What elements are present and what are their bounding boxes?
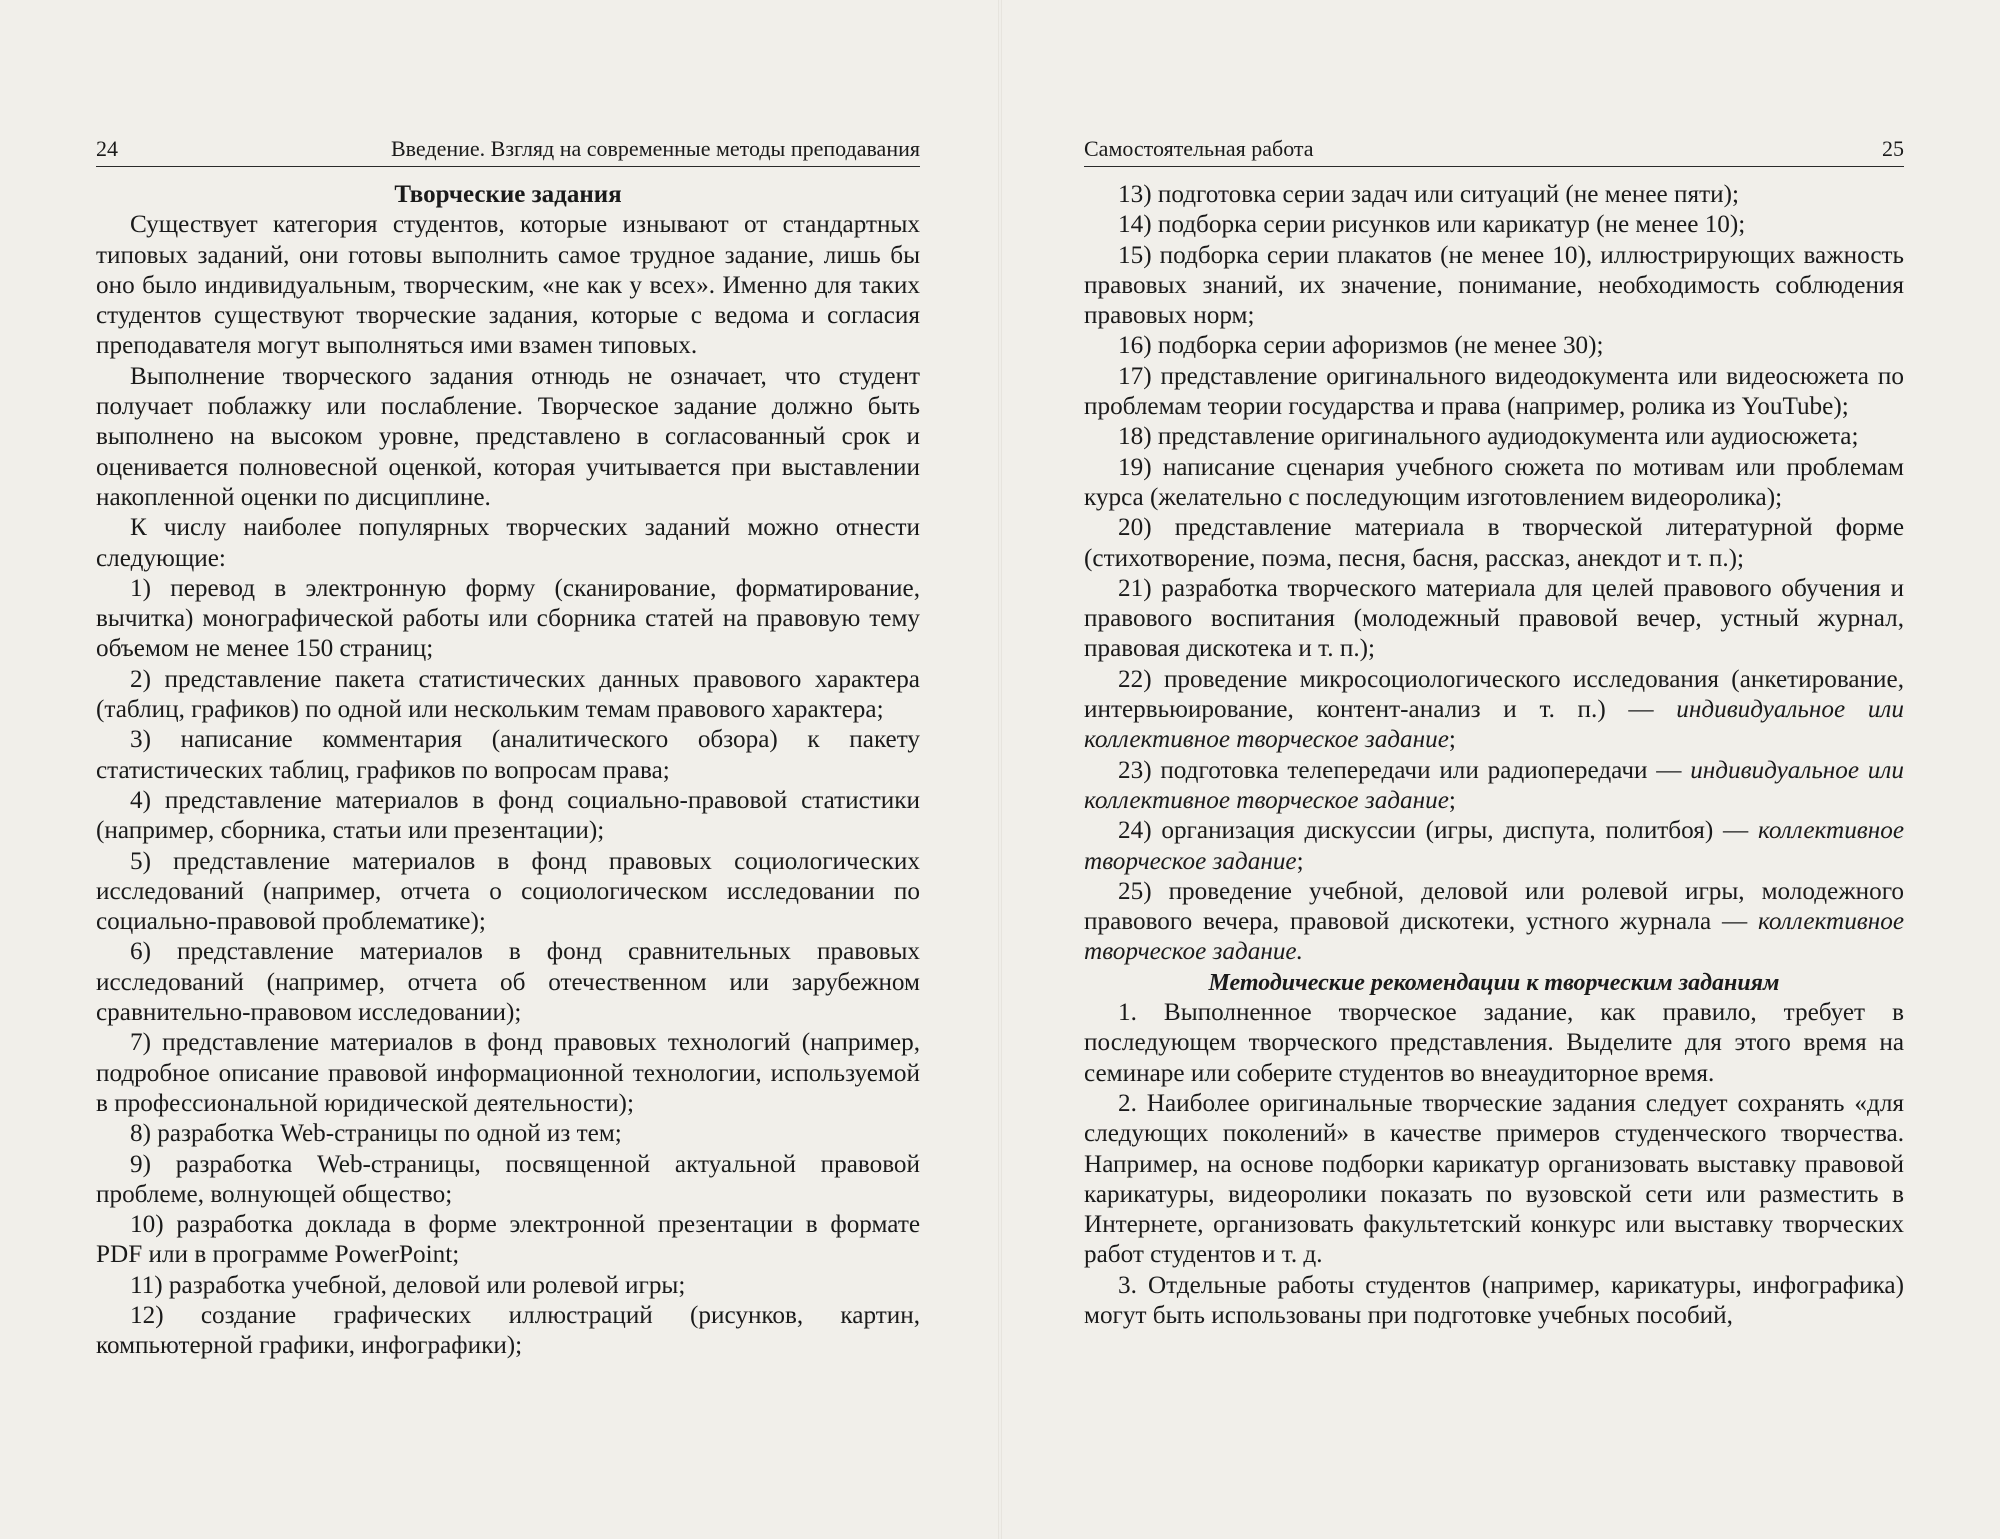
list-item: 21) разработка творческого материала для целей правового обучения и правового воспитания (молодежный правовой вечер, устный журнал, правовая дискотека и т. п.); bbox=[1084, 574, 1904, 663]
page-number: 24 bbox=[96, 136, 118, 161]
list-item: 6) представление материалов в фонд сравнительных правовых исследований (например, отчета об отечественном или зарубежном сравнительно-правовом исследовании); bbox=[96, 938, 920, 1027]
left-page-header bbox=[96, 132, 920, 167]
list-item: 24) организация дискуссии (игры, диспута, политбоя) — коллективное творческое задание; bbox=[1084, 817, 1904, 875]
running-title: Введение. Взгляд на современные методы преподавания bbox=[391, 136, 920, 161]
section-title: Творческие задания bbox=[394, 181, 622, 208]
list-item: 15) подборка серии плакатов (не менее 10), иллюстрирующих важность правовых знаний, их значение, понимание, необходимость соблюдения правовых норм; bbox=[1084, 241, 1904, 330]
right-page-body bbox=[1084, 180, 1904, 1331]
list-item: 13) подготовка серии задач или ситуаций (не менее пяти); bbox=[1118, 181, 1739, 208]
paragraph: Существует категория студентов, которые изнывают от стандартных типовых заданий, они готовы выполнить самое трудное задание, лишь бы оно было индивидуальным, творческим, «не как у всех». Именно для таких студентов существуют творческие задания, которые с ведома и согласия преподавателя могут выполняться ими взамен типовых. bbox=[96, 211, 920, 360]
list-item: 4) представление материалов в фонд социально-правовой статистики (например, сборника, статьи или презентации); bbox=[96, 786, 920, 845]
list-item: 12) создание графических иллюстраций (рисунков, картин, компьютерной графики, инфографики); bbox=[96, 1301, 920, 1360]
list-item: 14) подборка серии рисунков или карикатур (не менее 10); bbox=[1118, 211, 1746, 239]
paragraph: К числу наиболее популярных творческих заданий можно отнести следующие: bbox=[96, 514, 920, 572]
right-page bbox=[1000, 0, 2000, 1539]
list-item: 10) разработка доклада в форме электронной презентации в формате PDF или в программе PowerPoint; bbox=[96, 1211, 920, 1269]
list-item: 18) представление оригинального аудиодокумента или аудиосюжета; bbox=[1118, 423, 1859, 451]
list-item: 17) представление оригинального видеодокумента или видеосюжета по проблемам теории государства и права (например, ролика из YouTube); bbox=[1084, 362, 1904, 421]
list-item: 20) представление материала в творческой литературной форме (стихотворение, поэма, песня, басня, рассказ, анекдот и т. п.); bbox=[1084, 514, 1904, 572]
list-item: 7) представление материалов в фонд правовых технологий (например, подробное описание правовой информационной технологии, используемой в профессиональной юридической деятельности); bbox=[96, 1029, 920, 1117]
list-item: 2) представление пакета статистических данных правового характера (таблиц, графиков) по одной или нескольким темам правового характера; bbox=[96, 665, 920, 724]
list-item: 8) разработка Web-страницы по одной из тем; bbox=[130, 1120, 622, 1148]
list-item: 1) перевод в электронную форму (сканирование, форматирование, вычитка) монографической работы или сборника статей на правовую тему объемом не менее 150 страниц; bbox=[96, 574, 920, 663]
list-item: 16) подборка серии афоризмов (не менее 30); bbox=[1118, 332, 1604, 360]
list-item: 5) представление материалов в фонд правовых социологических исследований (например, отчета о социологическом исследовании по социально-правовой проблематике); bbox=[96, 847, 920, 936]
left-page-body bbox=[96, 180, 920, 1362]
italic-note: индивидуальное или коллективное творческое задание bbox=[1084, 696, 1904, 754]
list-item: 19) написание сценария учебного сюжета по мотивам или проблемам курса (желательно с последующим изготовлением видеоролика); bbox=[1084, 453, 1904, 511]
list-item: 9) разработка Web-страницы, посвященной актуальной правовой проблеме, волнующей общество; bbox=[96, 1150, 920, 1208]
recommendation: 3. Отдельные работы студентов (например, карикатуры, инфографика) могут быть использованы при подготовке учебных пособий, bbox=[1084, 1271, 1904, 1329]
list-item: 3) написание комментария (аналитического обзора) к пакету статистических таблиц, графиков по вопросам права; bbox=[96, 726, 920, 784]
list-item: 22) проведение микросоциологического исследования (анкетирование, интервьюирование, контент-анализ и т. п.) — индивидуальное или коллективное творческое задание; bbox=[1084, 665, 1904, 754]
recommendation: 1. Выполненное творческое задание, как правило, требует в последующем творческого представления. Выделите для этого время на семинаре или соберите студентов во внеаудиторное время. bbox=[1084, 999, 1904, 1087]
italic-note: коллективное творческое задание. bbox=[1084, 908, 1904, 966]
page-number: 25 bbox=[1882, 136, 1904, 161]
running-title: Самостоятельная работа bbox=[1084, 136, 1314, 161]
italic-note: коллективное творческое задание bbox=[1084, 817, 1904, 875]
italic-note: индивидуальное или коллективное творческое задание bbox=[1084, 756, 1904, 814]
paragraph: Выполнение творческого задания отнюдь не означает, что студент получает поблажку или послабление. Творческое задание должно быть выполнено на высоком уровне, представлено в согласованный срок и оценивается полновесной оценкой, которая учитывается при выставлении накопленной оценки по дисциплине. bbox=[96, 362, 920, 511]
subsection-title: Методические рекомендации к творческим заданиям bbox=[1208, 969, 1780, 996]
list-item: 11) разработка учебной, деловой или ролевой игры; bbox=[130, 1271, 686, 1299]
right-page-header bbox=[1084, 132, 1904, 167]
list-item: 23) подготовка телепередачи или радиопередачи — индивидуальное или коллективное творческое задание; bbox=[1084, 756, 1904, 814]
list-item: 25) проведение учебной, деловой или ролевой игры, молодежного правового вечера, правовой дискотеки, устного журнала — коллективное творческое задание. bbox=[1084, 877, 1904, 966]
recommendation: 2. Наиболее оригинальные творческие задания следует сохранять «для следующих поколений» в качестве примеров студенческого творчества. Например, на основе подборки карикатур организовать выставку правовой карикатуры, видеоролики показать по вузовской сети или разместить в Интернете, организовать факультетский конкурс или выставку творческих работ студентов и т. д. bbox=[1084, 1089, 1904, 1269]
